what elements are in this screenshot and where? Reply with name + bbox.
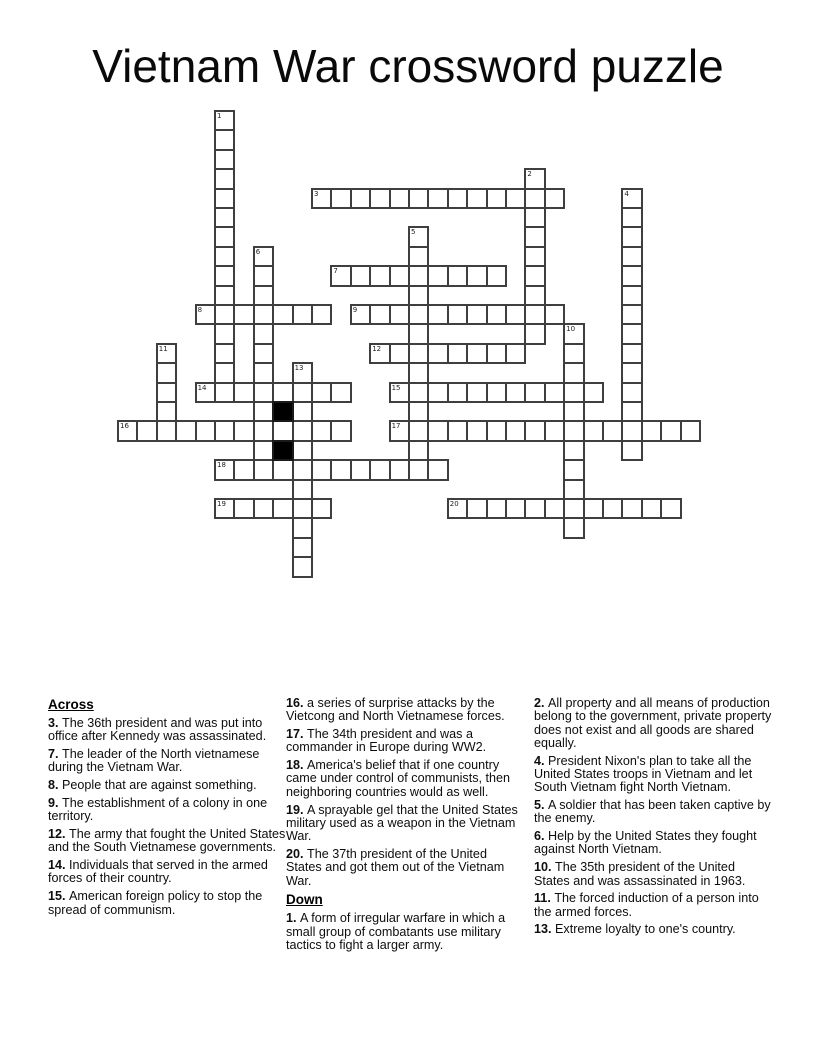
grid-cell[interactable] [621, 323, 642, 344]
grid-cell[interactable] [272, 459, 293, 480]
cell-number: 12 [372, 344, 382, 353]
grid-cell[interactable] [563, 459, 584, 480]
grid-cell[interactable] [427, 420, 448, 441]
grid-cell[interactable] [408, 440, 429, 461]
grid-cell[interactable] [544, 304, 565, 325]
grid-cell[interactable] [292, 401, 313, 422]
grid-cell[interactable] [330, 420, 351, 441]
clue-17: 17. The 34th president and was a commander in Europe during WW2. [286, 727, 487, 755]
grid-cell[interactable] [253, 420, 274, 441]
grid-cell[interactable] [369, 188, 390, 209]
grid-cell[interactable] [524, 285, 545, 306]
grid-cell[interactable] [350, 459, 371, 480]
clue-8: 8. People that are against something. [48, 778, 257, 793]
grid-cell[interactable] [621, 420, 642, 441]
grid-cell[interactable] [408, 265, 429, 286]
grid-cell[interactable] [466, 265, 487, 286]
grid-cell[interactable] [544, 420, 565, 441]
clue-9: 9. The establishment of a colony in one territory. [48, 795, 268, 824]
grid-cell[interactable] [524, 498, 545, 519]
grid-cell[interactable] [680, 420, 701, 441]
grid-cell[interactable] [369, 265, 390, 286]
grid-cell[interactable] [272, 304, 293, 325]
clue-10: 10. The 35th president of the United States and was assassinated in 1963. [534, 860, 746, 888]
grid-cell[interactable] [621, 498, 642, 519]
clue-6: 6. Help by the United States they fought against North Vietnam. [534, 829, 757, 857]
grid-cell[interactable] [427, 459, 448, 480]
grid-cell[interactable] [330, 382, 351, 403]
grid-cell[interactable] [408, 401, 429, 422]
grid-cell[interactable] [389, 304, 410, 325]
grid-cell[interactable] [214, 149, 235, 170]
grid-cell[interactable] [524, 246, 545, 267]
grid-cell[interactable] [466, 188, 487, 209]
cell-number: 3 [314, 189, 319, 198]
grid-cell[interactable] [253, 440, 274, 461]
grid-cell[interactable] [214, 246, 235, 267]
grid-cell[interactable] [447, 265, 468, 286]
grid-cell[interactable] [408, 304, 429, 325]
clue-4: 4. President Nixon's plan to take all the United States troops in Vietnam and let South Vietnam fight North Vietnam. [534, 753, 753, 795]
grid-cell[interactable] [602, 498, 623, 519]
cell-number: 9 [352, 306, 358, 314]
grid-cell[interactable] [524, 226, 545, 247]
grid-cell[interactable] [156, 420, 177, 441]
grid-cell[interactable] [272, 420, 293, 441]
clues-header-across: Across [48, 697, 94, 712]
grid-cell[interactable] [311, 459, 332, 480]
grid-cell[interactable] [214, 323, 235, 344]
grid-cell[interactable] [408, 246, 429, 267]
clue-12: 12. The army that fought the United States and the South Vietnamese governments. [48, 827, 286, 855]
grid-cell[interactable] [272, 498, 293, 519]
grid-cell[interactable] [621, 207, 642, 228]
grid-cell[interactable] [233, 498, 254, 519]
grid-cell[interactable] [408, 459, 429, 480]
grid-cell[interactable] [311, 420, 332, 441]
clue-1: 1. A form of irregular warfare in which a small group of combatants use military tactics to fight a larger army. [286, 911, 506, 952]
grid-cell[interactable] [330, 459, 351, 480]
clue-19: 19. A sprayable gel that the United States military used as a weapon in the Vietnam War. [286, 802, 518, 844]
grid-cell[interactable] [563, 479, 584, 500]
grid-cell[interactable] [583, 498, 604, 519]
grid-cell[interactable] [408, 188, 429, 209]
grid-cell[interactable] [253, 265, 274, 286]
cell-number: 13 [294, 364, 304, 373]
grid-cell[interactable] [292, 556, 313, 577]
grid-cell[interactable] [408, 285, 429, 306]
cell-number: 4 [624, 189, 629, 198]
page-title: Vietnam War crossword puzzle [92, 40, 724, 92]
cell-number: 8 [197, 306, 203, 314]
clue-2: 2. All property and all means of production belong to the government, private property does not exist and all goods are shared equally. [534, 696, 772, 750]
clue-7: 7. The leader of the North vietnamese during the Vietnam War. [48, 747, 260, 775]
grid-cell[interactable] [602, 420, 623, 441]
grid-cell[interactable] [524, 304, 545, 325]
grid-cell[interactable] [621, 440, 642, 461]
grid-cell[interactable] [292, 382, 313, 403]
grid-cell[interactable] [389, 459, 410, 480]
grid-cell[interactable] [292, 479, 313, 500]
grid-cell[interactable] [563, 420, 584, 441]
grid-cell[interactable] [292, 440, 313, 461]
grid-cell[interactable] [214, 285, 235, 306]
grid-cell[interactable] [195, 420, 216, 441]
cell-number: 14 [197, 383, 207, 392]
cell-number: 11 [158, 344, 168, 353]
grid-cell[interactable] [563, 382, 584, 403]
grid-cell[interactable] [583, 420, 604, 441]
grid-cell[interactable] [156, 362, 177, 383]
grid-cell[interactable] [621, 362, 642, 383]
grid-cell[interactable] [524, 420, 545, 441]
grid-cell[interactable] [292, 537, 313, 558]
clue-5: 5. A soldier that has been taken captive by the enemy. [534, 798, 771, 826]
grid-cell[interactable] [136, 420, 157, 441]
cell-number: 6 [255, 247, 261, 256]
grid-cell[interactable] [466, 343, 487, 364]
grid-cell[interactable] [524, 382, 545, 403]
grid-cell[interactable] [621, 304, 642, 325]
cell-number: 15 [391, 383, 401, 392]
grid-cell[interactable] [447, 304, 468, 325]
grid-cell[interactable] [621, 382, 642, 403]
grid-cell[interactable] [524, 188, 545, 209]
grid-cell[interactable] [486, 343, 507, 364]
grid-cell[interactable] [486, 265, 507, 286]
grid-cell[interactable] [214, 226, 235, 247]
clues-header-down: Down [286, 892, 323, 908]
grid-cell[interactable] [253, 362, 274, 383]
grid-cell[interactable] [486, 382, 507, 403]
grid-cell[interactable] [233, 382, 254, 403]
grid-cell[interactable] [660, 498, 681, 519]
grid-cell[interactable] [389, 188, 410, 209]
crossword-grid [117, 110, 700, 577]
clue-3: 3. The 36th president and was put into office after Kennedy was assassinated. [48, 716, 267, 744]
grid-cell[interactable] [233, 304, 254, 325]
clue-column-2 [286, 697, 524, 957]
grid-cell[interactable] [544, 188, 565, 209]
grid-cell[interactable] [621, 343, 642, 364]
clue-column-3 [534, 697, 772, 941]
grid-cell[interactable] [621, 265, 642, 286]
grid-cell[interactable] [427, 188, 448, 209]
grid-cell[interactable] [524, 265, 545, 286]
grid-cell[interactable] [641, 498, 662, 519]
grid-cell[interactable] [466, 382, 487, 403]
grid-cell[interactable] [350, 265, 371, 286]
cell-number: 16 [120, 422, 129, 431]
grid-cell[interactable] [427, 265, 448, 286]
grid-cell[interactable] [233, 459, 254, 480]
grid-cell[interactable] [292, 420, 313, 441]
grid-cell[interactable] [311, 382, 332, 403]
grid-cell[interactable] [524, 207, 545, 228]
grid-cell[interactable] [156, 401, 177, 422]
grid-cell[interactable] [214, 304, 235, 325]
grid-cell[interactable] [369, 459, 390, 480]
clue-18: 18. America's belief that if one country came under control of communists, then neighboring countries would as well. [286, 758, 510, 799]
grid-cell[interactable] [253, 382, 274, 403]
grid-cell[interactable] [466, 420, 487, 441]
grid-cell[interactable] [427, 382, 448, 403]
grid-cell[interactable] [505, 498, 526, 519]
grid-cell[interactable] [292, 517, 313, 538]
grid-cell[interactable] [408, 362, 429, 383]
grid-cell[interactable] [621, 401, 642, 422]
clue-16: 16. a series of surprise attacks by the Vietcong and North Vietnamese forces. [286, 696, 505, 724]
grid-cell[interactable] [466, 498, 487, 519]
grid-cell[interactable] [369, 304, 390, 325]
grid-cell[interactable] [156, 382, 177, 403]
grid-cell[interactable] [563, 343, 584, 364]
grid-cell[interactable] [621, 285, 642, 306]
grid-cell[interactable] [408, 343, 429, 364]
cell-number: 7 [333, 267, 338, 276]
grid-cell[interactable] [641, 420, 662, 441]
grid-cell[interactable] [214, 207, 235, 228]
clue-20: 20. The 37th president of the United States and got them out of the Vietnam War. [286, 846, 505, 888]
grid-cell[interactable] [486, 420, 507, 441]
grid-cell[interactable] [466, 304, 487, 325]
grid-cell[interactable] [505, 304, 526, 325]
grid-cell[interactable] [330, 188, 351, 209]
grid-cell[interactable] [292, 304, 313, 325]
grid-cell[interactable] [563, 362, 584, 383]
grid-cell[interactable] [253, 304, 274, 325]
grid-cell[interactable] [583, 382, 604, 403]
grid-cell[interactable] [214, 129, 235, 150]
black-cell [272, 440, 293, 461]
grid-cell[interactable] [214, 362, 235, 383]
grid-cell[interactable] [253, 459, 274, 480]
grid-cell[interactable] [214, 343, 235, 364]
grid-cell[interactable] [233, 420, 254, 441]
clue-13: 13. Extreme loyalty to one's country. [534, 922, 736, 937]
grid-cell[interactable] [408, 382, 429, 403]
grid-cell[interactable] [214, 382, 235, 403]
grid-cell[interactable] [505, 188, 526, 209]
grid-cell[interactable] [486, 304, 507, 325]
grid-cell[interactable] [389, 265, 410, 286]
grid-cell[interactable] [350, 188, 371, 209]
grid-cell[interactable] [253, 401, 274, 422]
grid-cell[interactable] [447, 382, 468, 403]
cell-number: 2 [527, 170, 532, 179]
grid-cell[interactable] [292, 459, 313, 480]
cell-number: 1 [217, 112, 222, 120]
grid-cell[interactable] [253, 343, 274, 364]
grid-cell[interactable] [214, 265, 235, 286]
grid-cell[interactable] [505, 343, 526, 364]
grid-cell[interactable] [447, 343, 468, 364]
grid-cell[interactable] [214, 188, 235, 209]
clue-14: 14. Individuals that served in the armed forces of their country. [48, 858, 268, 886]
grid-cell[interactable] [486, 498, 507, 519]
clue-11: 11. The forced induction of a person into the armed forces. [534, 891, 759, 919]
cell-number: 5 [411, 228, 416, 237]
grid-cell[interactable] [505, 420, 526, 441]
grid-cell[interactable] [505, 382, 526, 403]
cell-number: 19 [217, 500, 226, 508]
grid-cell[interactable] [447, 188, 468, 209]
grid-cell[interactable] [486, 188, 507, 209]
grid-cell[interactable] [427, 343, 448, 364]
grid-cell[interactable] [544, 498, 565, 519]
grid-cell[interactable] [447, 420, 468, 441]
grid-cell[interactable] [621, 246, 642, 267]
black-cell [272, 401, 293, 422]
grid-cell[interactable] [524, 323, 545, 344]
grid-cell[interactable] [544, 382, 565, 403]
cell-number: 18 [217, 461, 226, 470]
grid-cell[interactable] [660, 420, 681, 441]
grid-cell[interactable] [563, 498, 584, 519]
cell-number: 20 [449, 500, 459, 508]
grid-cell[interactable] [292, 498, 313, 519]
grid-cell[interactable] [389, 343, 410, 364]
grid-cell[interactable] [311, 498, 332, 519]
grid-cell[interactable] [253, 285, 274, 306]
grid-cell[interactable] [253, 323, 274, 344]
clue-15: 15. American foreign policy to stop the spread of communism. [48, 889, 263, 917]
cell-number: 10 [566, 325, 576, 334]
grid-cell[interactable] [563, 440, 584, 461]
grid-cell[interactable] [272, 382, 293, 403]
clue-column-1 [48, 697, 286, 921]
grid-cell[interactable] [563, 517, 584, 538]
grid-cell[interactable] [427, 304, 448, 325]
grid-cell[interactable] [408, 420, 429, 441]
cell-number: 17 [391, 422, 401, 431]
grid-cell[interactable] [408, 323, 429, 344]
grid-cell[interactable] [214, 168, 235, 189]
grid-cell[interactable] [253, 498, 274, 519]
grid-cell[interactable] [214, 420, 235, 441]
grid-cell[interactable] [175, 420, 196, 441]
grid-cell[interactable] [311, 304, 332, 325]
grid-cell[interactable] [563, 401, 584, 422]
grid-cell[interactable] [621, 226, 642, 247]
